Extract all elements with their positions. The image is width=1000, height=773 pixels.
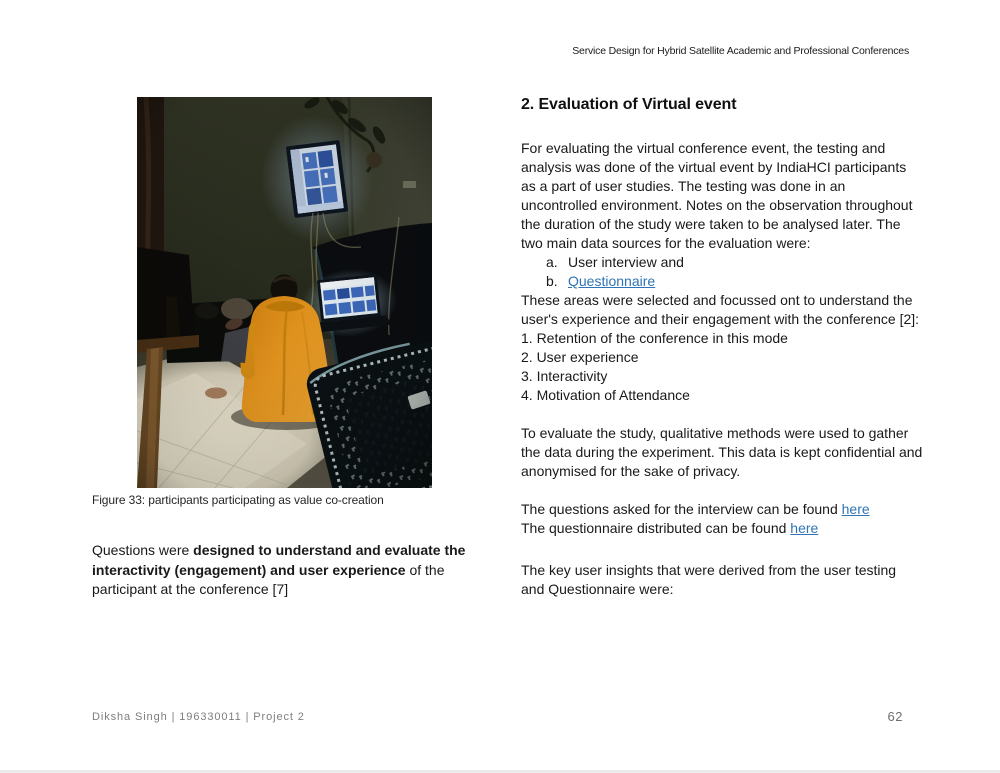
figure-photo-illustration: [137, 97, 432, 488]
qualitative-methods-paragraph: To evaluate the study, qualitative methods were used to gather the data during the experiment. This data is kept confidential and anonymised for the sake of privacy.: [521, 425, 923, 479]
section-heading: 2. Evaluation of Virtual event: [521, 96, 737, 113]
list-item-a-text: User interview and: [568, 254, 684, 270]
left-para-prefix: Questions were: [92, 542, 194, 558]
numbered-item-4: 4. Motivation of Attendance: [521, 387, 690, 403]
list-marker-b: b.: [546, 273, 558, 289]
left-para-suffix: of the participant at the conference [7]: [92, 561, 445, 597]
page-header-title: Service Design for Hybrid Satellite Academic and Professional Conferences: [572, 45, 909, 57]
figure-caption: Figure 33: participants participating as value co-creation: [92, 493, 384, 507]
numbered-item-1: 1. Retention of the conference in this mode: [521, 330, 788, 346]
list-item-b: [546, 272, 923, 291]
questionnaire-link-line: [521, 519, 923, 538]
interview-line-text: The questions asked for the interview can be found: [521, 501, 842, 517]
list-item-a: [546, 253, 923, 272]
page-number: 62: [887, 709, 903, 724]
questionnaire-here-link[interactable]: here: [790, 520, 819, 536]
list-marker-a: a.: [546, 254, 558, 270]
key-insights-paragraph: The key user insights that were derived from the user testing and Questionnaire were:: [521, 562, 897, 597]
footer-author-info: Diksha Singh | 196330011 | Project 2: [92, 711, 305, 723]
questionnaire-link[interactable]: Questionnaire: [568, 273, 656, 289]
figure-photo: [137, 97, 432, 488]
questionnaire-line-text: The questionnaire distributed can be found: [521, 520, 791, 536]
left-column-paragraph: [92, 541, 470, 600]
right-column: [521, 95, 923, 599]
evaluation-intro-paragraph: For evaluating the virtual conference event, the testing and analysis was done of the virtual event by IndiaHCI participants as a part of user studies. The testing was done in an uncontrolled environment. Notes on the observation throughout the duration of the study were taken to be analysed later. The two main data sources for the evaluation were:: [521, 140, 913, 251]
interview-here-link[interactable]: here: [841, 501, 870, 517]
numbered-item-2: 2. User experience: [521, 349, 639, 365]
numbered-item-3: 3. Interactivity: [521, 368, 608, 384]
interview-link-line: [521, 500, 923, 519]
left-para-bold: designed to understand and evaluate the interactivity (engagement) and user experience: [92, 542, 466, 578]
areas-selected-paragraph: These areas were selected and focussed ont to understand the user's experience and their engagement with the conference [2]:: [521, 292, 920, 327]
